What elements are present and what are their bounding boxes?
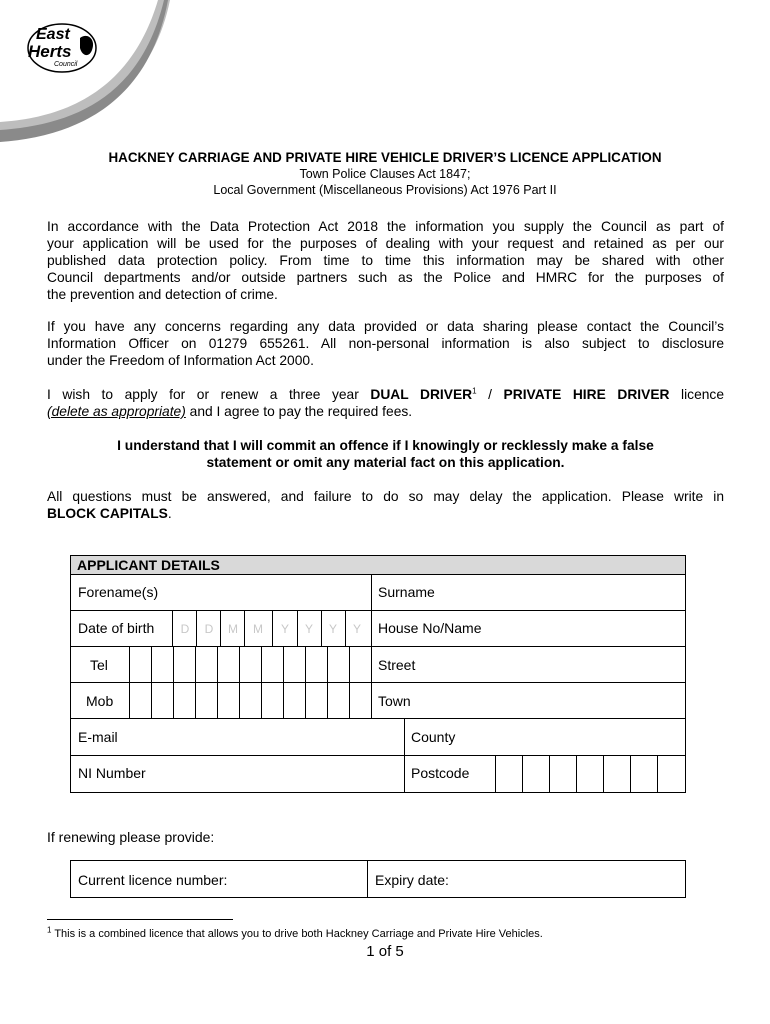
period: . bbox=[167, 506, 172, 521]
postcode-field[interactable] bbox=[496, 756, 685, 792]
delete-note: (delete as appropriate) bbox=[47, 404, 186, 419]
para2-line: If you have any concerns regarding any data provided or data sharing please contact the Council’s bbox=[47, 319, 724, 334]
footnote bbox=[47, 925, 543, 940]
dob-label: Date of birth bbox=[78, 620, 155, 636]
postcode-label: Postcode bbox=[411, 765, 470, 781]
agree-fees-text: and I agree to pay the required fees. bbox=[185, 404, 413, 419]
dob-day-placeholder[interactable]: D bbox=[180, 622, 190, 636]
dob-box-divider bbox=[244, 610, 245, 646]
footnote-separator bbox=[47, 919, 233, 920]
dob-year-placeholder[interactable]: Y bbox=[328, 622, 337, 636]
para1-line: In accordance with the Data Protection Act 2018 the information you supply the Council as part of bbox=[47, 219, 724, 234]
apply-statement-paragraph bbox=[47, 386, 724, 420]
para2-line: under the Freedom of Information Act 2000. bbox=[47, 353, 314, 368]
warning-line: I understand that I will commit an offence if I knowingly or recklessly make a false bbox=[117, 438, 654, 453]
private-hire-option: PRIVATE HIRE DRIVER bbox=[503, 387, 670, 402]
footnote-number: 1 bbox=[47, 925, 52, 935]
house-field[interactable] bbox=[372, 611, 685, 646]
forename-field[interactable] bbox=[71, 575, 370, 610]
block-capitals-text: BLOCK CAPITALS bbox=[47, 506, 168, 521]
dob-month-placeholder[interactable]: M bbox=[228, 622, 238, 636]
street-label: Street bbox=[378, 657, 416, 673]
county-field[interactable] bbox=[405, 719, 685, 754]
licence-word: licence bbox=[669, 387, 725, 402]
county-label: County bbox=[411, 729, 456, 745]
form-subtitle-2: Local Government (Miscellaneous Provisions) Act 1976 Part II bbox=[213, 183, 557, 197]
logo-text-herts: Herts bbox=[28, 42, 72, 61]
email-field[interactable] bbox=[71, 719, 403, 754]
town-label: Town bbox=[378, 693, 411, 709]
para1-line: your application will be used for the purposes of dealing with your request and retained as per our bbox=[47, 236, 724, 251]
council-logo bbox=[22, 18, 102, 78]
warning-line: statement or omit any material fact on this application. bbox=[206, 455, 565, 470]
para2-line: Information Officer on 01279 655261. All non-personal information is also subject to disclosure bbox=[47, 336, 724, 351]
house-label: House No/Name bbox=[378, 620, 482, 636]
surname-field[interactable] bbox=[372, 575, 685, 610]
current-licence-field[interactable] bbox=[71, 861, 366, 897]
mob-field[interactable] bbox=[130, 683, 370, 718]
page-number: 1 of 5 bbox=[366, 943, 404, 960]
logo-text-east: East bbox=[36, 26, 70, 43]
dob-year-placeholder[interactable]: Y bbox=[304, 622, 313, 636]
dob-year-placeholder[interactable]: Y bbox=[280, 622, 289, 636]
offence-warning bbox=[47, 437, 724, 471]
current-licence-label: Current licence number: bbox=[78, 872, 228, 888]
town-field[interactable] bbox=[372, 683, 685, 718]
option-separator: / bbox=[476, 387, 504, 402]
instructions-line-2 bbox=[47, 505, 724, 522]
apply-line-2 bbox=[47, 403, 724, 420]
applicant-details-header: APPLICANT DETAILS bbox=[70, 555, 686, 575]
data-protection-paragraph bbox=[47, 218, 724, 303]
data-concerns-paragraph bbox=[47, 318, 724, 369]
dob-year-placeholder[interactable]: Y bbox=[352, 622, 361, 636]
footnote-ref: 1 bbox=[472, 386, 477, 396]
apply-text: I wish to apply for or renew a three year bbox=[47, 387, 371, 402]
ni-number-label: NI Number bbox=[78, 765, 146, 781]
footnote-text: This is a combined licence that allows you to drive both Hackney Carriage and Private Hire Vehicles. bbox=[54, 928, 543, 940]
dob-box-divider bbox=[272, 610, 273, 646]
street-field[interactable] bbox=[372, 647, 685, 682]
instructions-line: All questions must be answered, and failure to do so may delay the application. Please write in bbox=[47, 489, 724, 504]
dob-box-divider bbox=[220, 610, 221, 646]
surname-label: Surname bbox=[378, 584, 435, 600]
dual-driver-option: DUAL DRIVER bbox=[370, 387, 473, 402]
dob-day-placeholder[interactable]: D bbox=[204, 622, 214, 636]
mob-label: Mob bbox=[86, 693, 114, 709]
instructions-paragraph bbox=[47, 488, 724, 522]
dob-month-placeholder[interactable]: M bbox=[253, 622, 263, 636]
expiry-date-field[interactable] bbox=[368, 861, 685, 897]
form-subtitle-1: Town Police Clauses Act 1847; bbox=[299, 167, 471, 181]
ni-number-field[interactable] bbox=[71, 756, 403, 792]
dob-box-divider bbox=[172, 610, 173, 646]
dob-box-divider bbox=[196, 610, 197, 646]
expiry-date-label: Expiry date: bbox=[375, 872, 449, 888]
apply-line-1 bbox=[47, 386, 724, 403]
form-title: HACKNEY CARRIAGE AND PRIVATE HIRE VEHICLE DRIVER’S LICENCE APPLICATION bbox=[108, 150, 662, 165]
logo-text-council: Council bbox=[54, 61, 78, 68]
tel-label: Tel bbox=[90, 657, 108, 673]
para1-line: published data protection policy. From time to time this information may be shared with other bbox=[47, 253, 724, 268]
para1-line: Council departments and/or outside partners such as the Police and HMRC for the purposes of bbox=[47, 270, 724, 285]
forename-label: Forename(s) bbox=[78, 584, 159, 600]
tel-field[interactable] bbox=[130, 647, 370, 682]
para1-line: the prevention and detection of crime. bbox=[47, 287, 278, 302]
renewal-prompt: If renewing please provide: bbox=[47, 829, 215, 845]
email-label: E-mail bbox=[78, 729, 118, 745]
